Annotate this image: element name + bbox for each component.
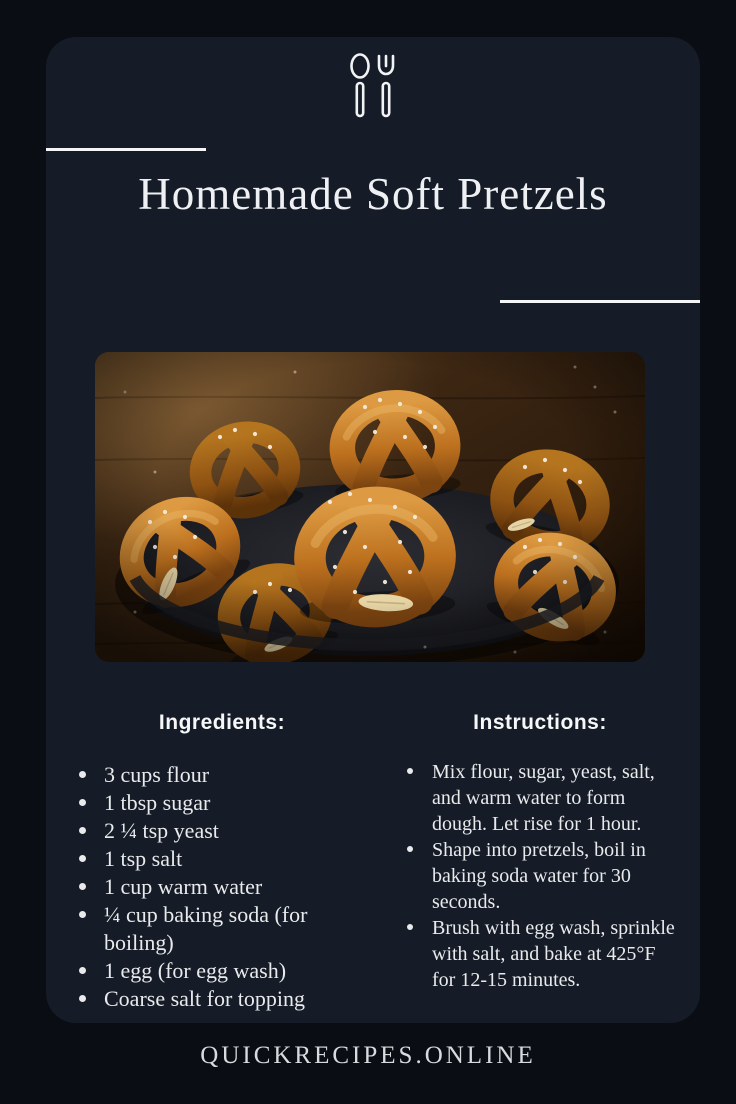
recipe-columns <box>70 703 682 1013</box>
instructions-list <box>398 759 682 993</box>
list-item: 2 ¼ tsp yeast <box>72 817 374 845</box>
recipe-card <box>46 37 700 1023</box>
list-item: 1 egg (for egg wash) <box>72 957 374 985</box>
divider-mid-right <box>500 300 700 303</box>
site-footer: QUICKRECIPES.ONLINE <box>200 1042 536 1069</box>
divider-top-left <box>46 148 206 151</box>
list-item: Mix flour, sugar, yeast, salt, and warm water to form dough. Let rise for 1 hour. <box>400 759 682 837</box>
utensils-icon <box>341 53 405 124</box>
fork-icon <box>379 56 393 116</box>
recipe-title: Homemade Soft Pretzels <box>138 169 608 219</box>
list-item: 1 tsp salt <box>72 845 374 873</box>
list-item: Shape into pretzels, boil in baking soda water for 30 seconds. <box>400 837 682 915</box>
spoon-icon <box>352 55 369 117</box>
list-item: Brush with egg wash, sprinkle with salt, and bake at 425°F for 12-15 minutes. <box>400 915 682 993</box>
ingredients-list <box>70 761 374 1013</box>
instructions-section <box>398 703 682 1013</box>
pretzel-illustration <box>95 352 645 662</box>
instructions-heading: Instructions: <box>473 711 607 734</box>
recipe-photo <box>95 352 645 662</box>
list-item: 3 cups flour <box>72 761 374 789</box>
ingredients-heading: Ingredients: <box>158 711 286 734</box>
list-item: 1 tbsp sugar <box>72 789 374 817</box>
list-item: Coarse salt for topping <box>72 985 374 1013</box>
list-item: ¼ cup baking soda (for boiling) <box>72 901 374 957</box>
ingredients-section <box>70 703 374 1013</box>
list-item: 1 cup warm water <box>72 873 374 901</box>
